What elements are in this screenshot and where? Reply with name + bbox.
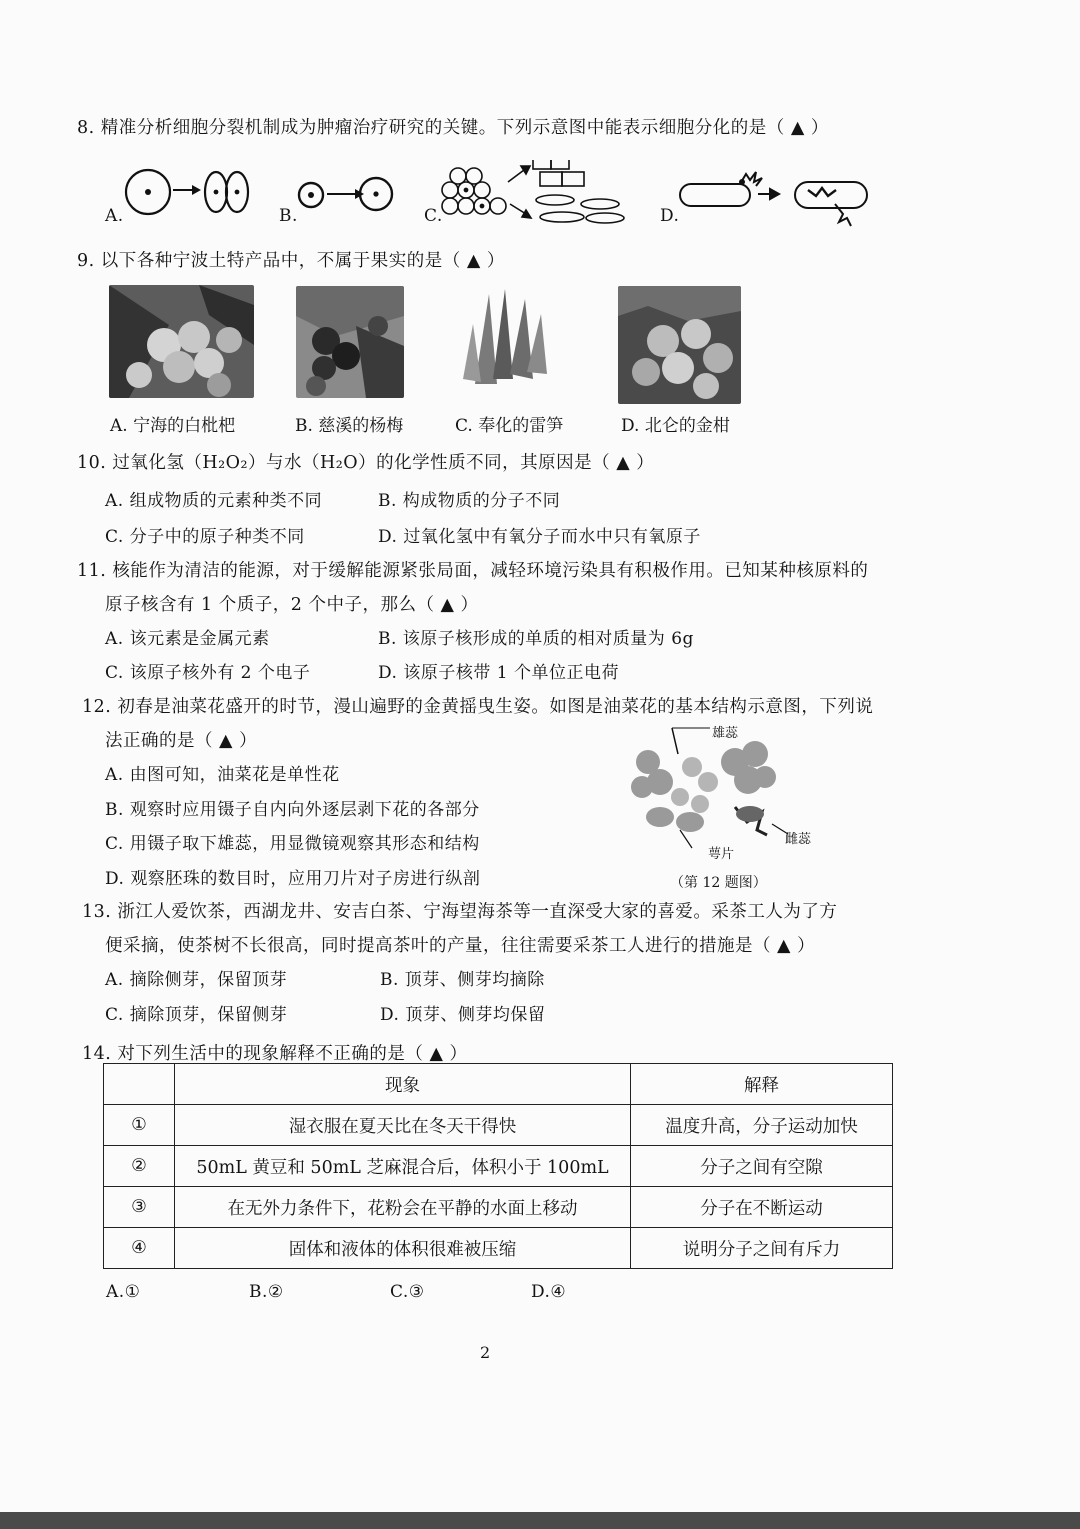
table-header-index <box>104 1064 175 1105</box>
q8-diagram-a <box>126 170 248 214</box>
table-row <box>104 1228 893 1269</box>
q14-option-a: A.① <box>106 1282 141 1302</box>
q14-table <box>103 1063 893 1269</box>
q13-option-d: D. 顶芽、侧芽均保留 <box>380 1005 546 1025</box>
table-header-explanation: 解释 <box>631 1064 893 1105</box>
q12-option-c: C. 用镊子取下雄蕊，用显微镜观察其形态和结构 <box>105 834 480 854</box>
q12-stem-line1: 12. 初春是油菜花盛开的时节，漫山遍野的金黄摇曳生姿。如图是油菜花的基本结构示意图，下列说 <box>82 697 874 717</box>
q13-stem-line1: 13. 浙江人爱饮茶，西湖龙井、安吉白茶、宁海望海茶等一直深受大家的喜爱。采茶工人为了方 <box>82 902 838 922</box>
q11-option-a: A. 该元素是金属元素 <box>105 629 270 649</box>
row-phenomenon: 湿衣服在夏天比在冬天干得快 <box>175 1105 631 1146</box>
q8-diagram-c <box>442 160 624 223</box>
q11-option-c: C. 该原子核外有 2 个电子 <box>105 663 311 683</box>
q9-option-c: C. 奉化的雷笋 <box>455 416 564 436</box>
q9-option-a: A. 宁海的白枇杷 <box>110 416 236 436</box>
bottom-bar <box>0 1512 1080 1529</box>
table-header-row <box>104 1064 893 1105</box>
q12-stem-line2: 法正确的是（ ▲ ） <box>105 731 258 751</box>
q12-option-b: B. 观察时应用镊子自内向外逐层剥下花的各部分 <box>105 800 480 820</box>
q8-diagrams <box>100 160 890 235</box>
q8-diagram-d <box>680 172 867 226</box>
table-row <box>104 1187 893 1228</box>
photo-bayberry <box>296 286 404 398</box>
q10-option-a: A. 组成物质的元素种类不同 <box>105 491 323 511</box>
q14-option-d: D.④ <box>531 1282 567 1302</box>
table-header-phenomenon: 现象 <box>175 1064 631 1105</box>
q11-option-d: D. 该原子核带 1 个单位正电荷 <box>378 663 619 683</box>
photo-loquat <box>109 285 254 398</box>
row-phenomenon: 50mL 黄豆和 50mL 芝麻混合后，体积小于 100mL <box>175 1146 631 1187</box>
q8-option-d: D. <box>660 206 680 226</box>
q8-option-c: C. <box>424 206 443 226</box>
q9-stem: 9. 以下各种宁波土特产品中，不属于果实的是（ ▲ ） <box>77 251 505 271</box>
row-explanation: 分子之间有空隙 <box>631 1146 893 1187</box>
q10-option-b: B. 构成物质的分子不同 <box>378 491 561 511</box>
q10-stem: 10. 过氧化氢（H₂O₂）与水（H₂O）的化学性质不同，其原因是（ ▲ ） <box>77 453 655 473</box>
q11-stem-line1: 11. 核能作为清洁的能源，对于缓解能源紧张局面，减轻环境污染具有积极作用。已知某种核原料的 <box>77 561 869 581</box>
row-phenomenon: 在无外力条件下，花粉会在平静的水面上移动 <box>175 1187 631 1228</box>
q13-option-b: B. 顶芽、侧芽均摘除 <box>380 970 545 990</box>
flower-label-pistil: 雌蕊 <box>785 832 812 847</box>
q13-option-c: C. 摘除顶芽，保留侧芽 <box>105 1005 288 1025</box>
row-index: ① <box>104 1105 175 1146</box>
row-explanation: 温度升高，分子运动加快 <box>631 1105 893 1146</box>
table-row <box>104 1146 893 1187</box>
q12-option-a: A. 由图可知，油菜花是单性花 <box>105 765 340 785</box>
q8-diagram-b <box>299 178 392 210</box>
q14-option-b: B.② <box>249 1282 284 1302</box>
q8-option-b: B. <box>279 206 298 226</box>
q12-figure-caption: （第 12 题图） <box>670 875 767 891</box>
q9-option-b: B. 慈溪的杨梅 <box>295 416 404 436</box>
row-phenomenon: 固体和液体的体积很难被压缩 <box>175 1228 631 1269</box>
q13-stem-line2: 便采摘，使茶树不长很高，同时提高茶叶的产量，往往需要采茶工人进行的措施是（ ▲ ） <box>105 936 816 956</box>
row-explanation: 说明分子之间有斥力 <box>631 1228 893 1269</box>
photo-bamboo-shoots <box>455 284 555 394</box>
row-index: ③ <box>104 1187 175 1228</box>
q14-option-c: C.③ <box>390 1282 425 1302</box>
table-row <box>104 1105 893 1146</box>
q11-option-b: B. 该原子核形成的单质的相对质量为 6g <box>378 629 694 649</box>
q13-option-a: A. 摘除侧芽，保留顶芽 <box>105 970 288 990</box>
flower-label-stamen: 雄蕊 <box>712 726 739 741</box>
q8-option-a: A. <box>105 206 124 226</box>
flower-label-sepal: 萼片 <box>708 847 735 862</box>
q12-option-d: D. 观察胚珠的数目时，应用刀片对子房进行纵剖 <box>105 869 481 889</box>
q11-stem-line2: 原子核含有 1 个质子，2 个中子，那么（ ▲ ） <box>105 595 479 615</box>
page-number: 2 <box>480 1343 491 1362</box>
q14-stem: 14. 对下列生活中的现象解释不正确的是（ ▲ ） <box>82 1044 468 1064</box>
q8-stem: 8. 精准分析细胞分裂机制成为肿瘤治疗研究的关键。下列示意图中能表示细胞分化的是（ ▲ ） <box>77 118 829 138</box>
row-index: ② <box>104 1146 175 1187</box>
q9-option-d: D. 北仑的金柑 <box>621 416 730 436</box>
row-index: ④ <box>104 1228 175 1269</box>
row-explanation: 分子在不断运动 <box>631 1187 893 1228</box>
q10-option-c: C. 分子中的原子种类不同 <box>105 527 305 547</box>
photo-kumquat <box>618 286 741 404</box>
q10-option-d: D. 过氧化氢中有氧分子而水中只有氧原子 <box>378 527 701 547</box>
